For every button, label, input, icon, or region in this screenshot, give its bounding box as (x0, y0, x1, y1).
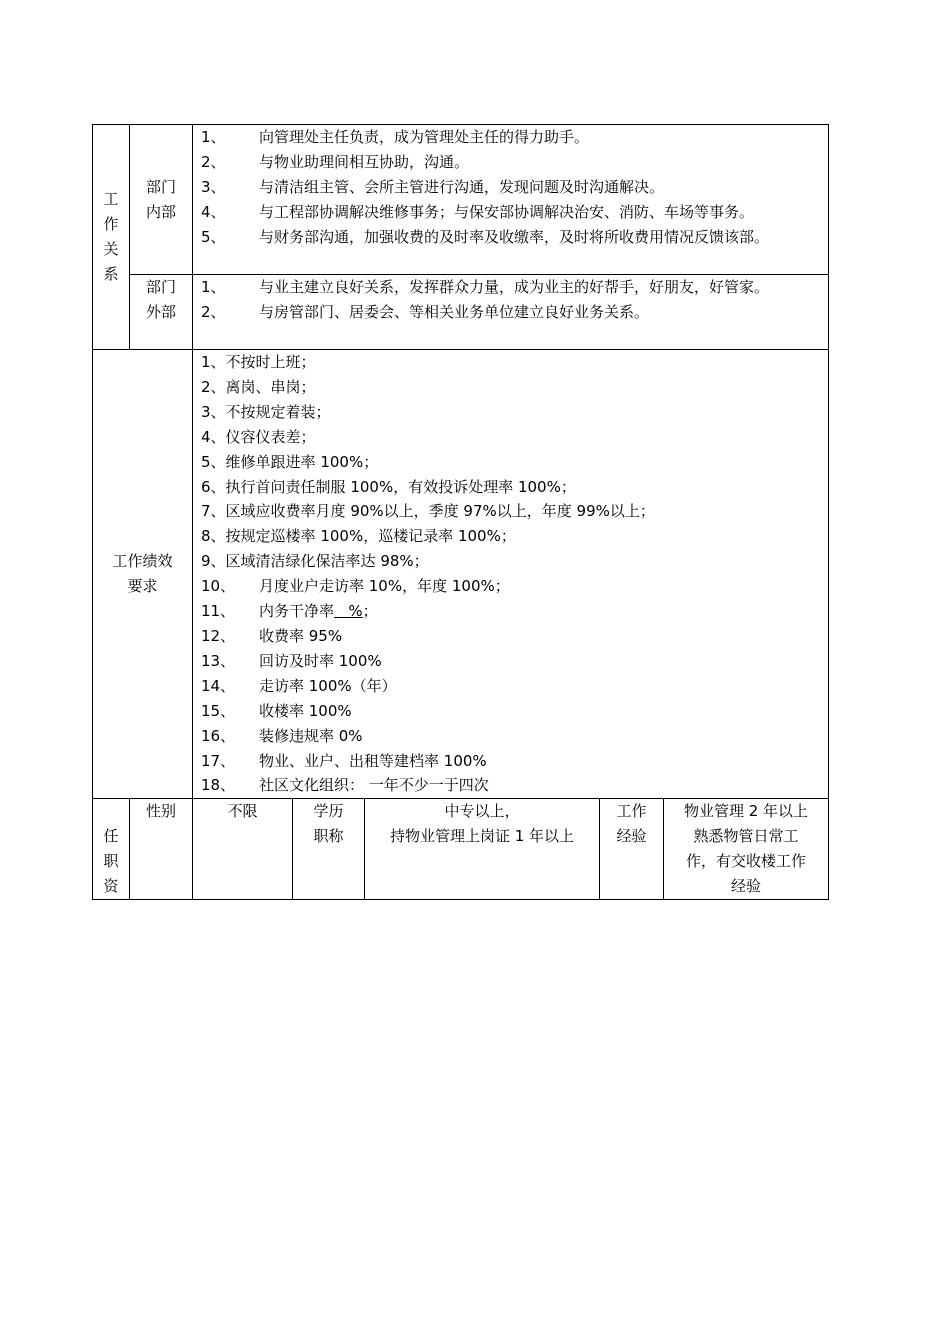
gender-label: 性别 (130, 799, 193, 900)
list-item: 5、 维修单跟进率 100%； (201, 452, 379, 471)
list-item: 4、 与工程部协调解决维修事务；与保安部协调解决治安、消防、车场等事务。 (201, 202, 755, 221)
performance-row (93, 350, 829, 799)
gender-value: 不限 (193, 799, 293, 900)
list-item: 10、 月度业户走访率 10%，年度 100%； (201, 577, 510, 596)
list-item: 3、 与清洁组主管、会所主管进行沟通，发现问题及时沟通解决。 (201, 177, 665, 196)
performance-list (193, 350, 829, 799)
list-item: 5、 与财务部沟通，加强收费的及时率及收缴率，及时将所收费用情况反馈该部。 (201, 227, 770, 246)
list-item: 4、 仪容仪表差； (201, 427, 316, 446)
external-relations-list (193, 275, 829, 350)
qualification-row (93, 799, 829, 900)
list-item: 2、 与物业助理间相互协助，沟通。 (201, 152, 470, 171)
list-item: 17、 物业、业户、出租等建档率 100% (201, 751, 487, 770)
performance-label: 工作绩效 要求 (93, 350, 193, 799)
list-item: 2、 与房管部门、居委会、等相关业务单位建立良好业务关系。 (201, 302, 650, 321)
list-item: 7、 区域应收费率月度 90%以上，季度 97%以上，年度 99%以上； (201, 502, 655, 521)
job-description-table (92, 124, 829, 900)
internal-dept-label: 部门 内部 (130, 125, 193, 275)
blank-field: % (334, 602, 363, 621)
work-relations-external-row (93, 275, 829, 350)
list-item: 1、 向管理处主任负责，成为管理处主任的得力助手。 (201, 128, 590, 146)
list-item: 1、 与业主建立良好关系，发挥群众力量，成为业主的好帮手，好朋友，好管家。 (201, 278, 770, 296)
list-item: 13、 回访及时率 100% (201, 651, 382, 670)
list-item: 15、 收楼率 100% (201, 701, 352, 720)
list-item: 2、 离岗、串岗； (201, 377, 316, 396)
qualification-label: 任 职 资 (93, 799, 130, 900)
list-item: 8、 按规定巡楼率 100%，巡楼记录率 100%； (201, 527, 516, 546)
work-relations-label: 工 作 关 系 (93, 125, 130, 350)
experience-label: 工作 经验 (600, 799, 664, 900)
internal-relations-list (193, 125, 829, 275)
experience-value: 物业管理 2 年以上 熟悉物管日常工 作，有交收楼工作 经验 (664, 799, 829, 900)
education-label: 学历 职称 (293, 799, 365, 900)
list-item: 6、 执行首问责任制服 100%，有效投诉处理率 100%； (201, 477, 576, 496)
list-item: 18、 社区文化组织： 一年不少一于四次 (201, 776, 489, 795)
list-item: 3、 不按规定着装； (201, 402, 331, 421)
list-item: 9、 区域清洁绿化保洁率达 98%； (201, 552, 429, 571)
work-relations-internal-row (93, 125, 829, 275)
list-item: 12、 收费率 95% (201, 626, 343, 645)
list-item: 14、 走访率 100%（年） (201, 676, 397, 695)
external-dept-label: 部门 外部 (130, 275, 193, 350)
list-item: 11、 内务干净率 %； (201, 602, 378, 621)
list-item: 1、 不按时上班； (201, 353, 316, 371)
education-value: 中专以上， 持物业管理上岗证 1 年以上 (365, 799, 600, 900)
list-item: 16、 装修违规率 0% (201, 726, 363, 745)
